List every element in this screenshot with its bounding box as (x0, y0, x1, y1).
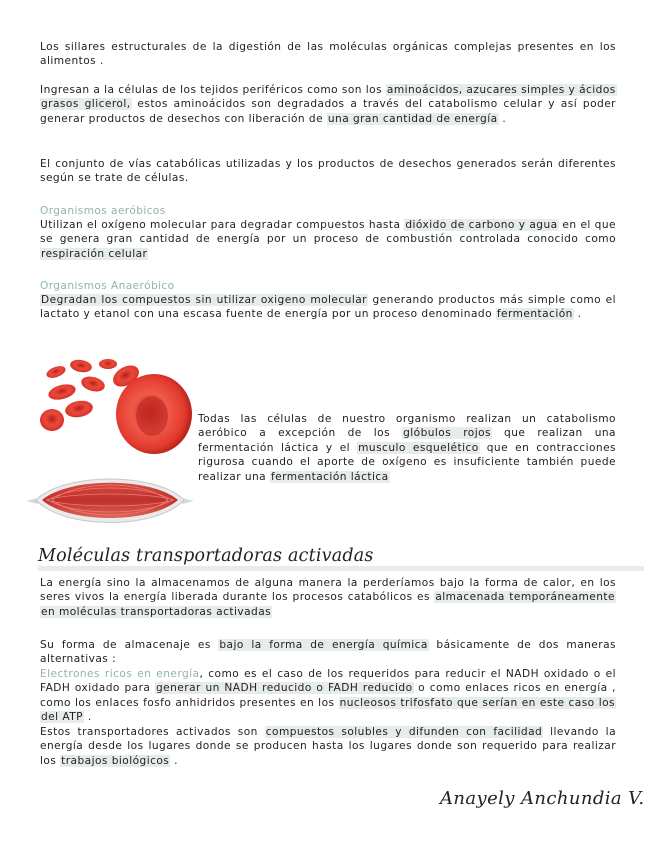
red-blood-cells-highlight: glóbulos rojos (403, 427, 492, 440)
section-p4-end: . (170, 754, 178, 767)
anaerobic-heading: Organismos Anaeróbico (40, 280, 175, 292)
cells-text-mid2: que en contracciones rigurosa cuando el aporte de oxígeno es insuficiente también puede realizar una (198, 441, 617, 483)
cells-text-mid: que realizan una fermentación láctica y el (198, 427, 616, 454)
section-paragraph-4 (40, 725, 616, 768)
no-oxygen-highlight: Degradan los compuestos sin utilizar oxigeno molecular (41, 294, 367, 306)
skeletal-muscle-highlight: musculo esquelético (358, 441, 479, 454)
aerobic-section (40, 204, 616, 261)
intro-paragraph-1 (40, 40, 616, 69)
co2-water-highlight: dióxido de carbono y agua (405, 219, 558, 231)
fermentation-highlight: fermentación (496, 308, 573, 321)
title-underline-band (38, 566, 644, 571)
section-title: Moléculas transportadoras activadas (38, 546, 380, 566)
skeletal-muscle-illustration (24, 470, 196, 532)
rich-electrons-term: Electrones ricos en energía (40, 668, 200, 680)
section-paragraph-1 (40, 576, 616, 619)
section-p2-end: básicamente de dos maneras alternativas : (40, 639, 616, 666)
section-p2-start: Su forma de almacenaje es (40, 639, 219, 651)
temporary-storage-highlight: almacenada temporáneamente en moléculas transportadoras activadas (41, 591, 615, 618)
intro-text-1: Los sillares estructurales de la digestión de las moléculas orgánicas complejas presentes en los alimentos . (40, 41, 616, 68)
intro-p2-end: . (498, 112, 507, 125)
aerobic-heading: Organismos aeróbicos (40, 205, 166, 217)
section-p1-start: La energía sino la almacenamos de alguna manera la perderíamos bajo la forma de calor, en los seres vivos la energía liberada durante los procesos catabólicos es (40, 577, 616, 604)
rbc-cell (64, 399, 94, 420)
soluble-compounds-highlight: compuestos solubles y difunden con facilidad (265, 726, 543, 738)
tendon-left (26, 498, 38, 504)
tendon-right (182, 498, 194, 504)
intro-paragraph-3 (40, 157, 616, 186)
section-p3-end: . (84, 711, 92, 724)
nadh-fadh-highlight: generar un NADH reducido o FADH reducido (155, 682, 413, 695)
section-p4-start: Estos transportadores activados son (40, 726, 265, 738)
energy-highlight: una gran cantidad de energía (327, 112, 498, 125)
rbc-cell (40, 409, 64, 431)
chemical-energy-highlight: bajo la forma de energía química (219, 639, 428, 651)
section-paragraph-3 (40, 667, 616, 725)
cellular-respiration-highlight: respiración celular (41, 247, 148, 260)
lactic-fermentation-highlight: fermentación láctica (270, 470, 389, 483)
intro-text-3: El conjunto de vías catabólicas utilizadas y los productos de desechos generados serán diferentes según se trate de células. (40, 158, 616, 185)
rbc-large-cell-center (136, 396, 168, 436)
rbc-cell (99, 359, 117, 369)
intro-paragraph-2 (40, 83, 616, 126)
anaerobic-text-end: . (573, 308, 582, 321)
anaerobic-section (40, 279, 616, 322)
biological-work-highlight: trabajos biológicos (61, 754, 170, 767)
aerobic-text-start: Utilizan el oxígeno molecular para degradar compuestos hasta (40, 219, 405, 231)
nutrients-highlight: aminoácidos, azucares simples y ácidos grasos glicerol, (41, 84, 616, 111)
aerobic-text-mid: en el que se genera gran cantidad de energía por un proceso de combustión controlada conocido como (40, 219, 616, 246)
cells-text-start: Todas las células de nuestro organismo realizan un catabolismo aeróbico a excepción de los (198, 413, 616, 440)
rbc-cell (80, 374, 107, 394)
section-p3-text1: , como es el caso de los requeridos para reducir el NADH oxidado o el FADH oxidado para (40, 668, 616, 695)
atp-highlight: nucleosos trifosfato que serían en este caso los del ATP (41, 696, 615, 724)
intro-p2-mid: estos aminoácidos son degradados a través del catabolismo celular y así poder generar productos de desechos con liberación de (40, 98, 616, 125)
section-p4-mid: llevando la energía desde los lugares donde se producen hasta los lugares donde son requerido para realizar los (40, 726, 617, 767)
section-p3-text2: o como enlaces ricos en energía , como los enlaces fosfo anhidridos presentes en los (40, 682, 616, 709)
section-paragraph-2 (40, 638, 616, 667)
rbc-cell (45, 364, 67, 380)
author-signature: Anayely Anchundia V. (440, 788, 645, 809)
red-blood-cells-illustration (36, 352, 192, 456)
anaerobic-text-mid: generando productos más simple como el lactato y etanol con una escasa fuente de energía por un proceso denominado (40, 294, 617, 321)
intro-p2-start: Ingresan a la células de los tejidos periféricos como son los (40, 84, 386, 96)
cells-paragraph (198, 412, 616, 484)
rbc-cell (69, 358, 93, 374)
rbc-cell (47, 382, 78, 403)
